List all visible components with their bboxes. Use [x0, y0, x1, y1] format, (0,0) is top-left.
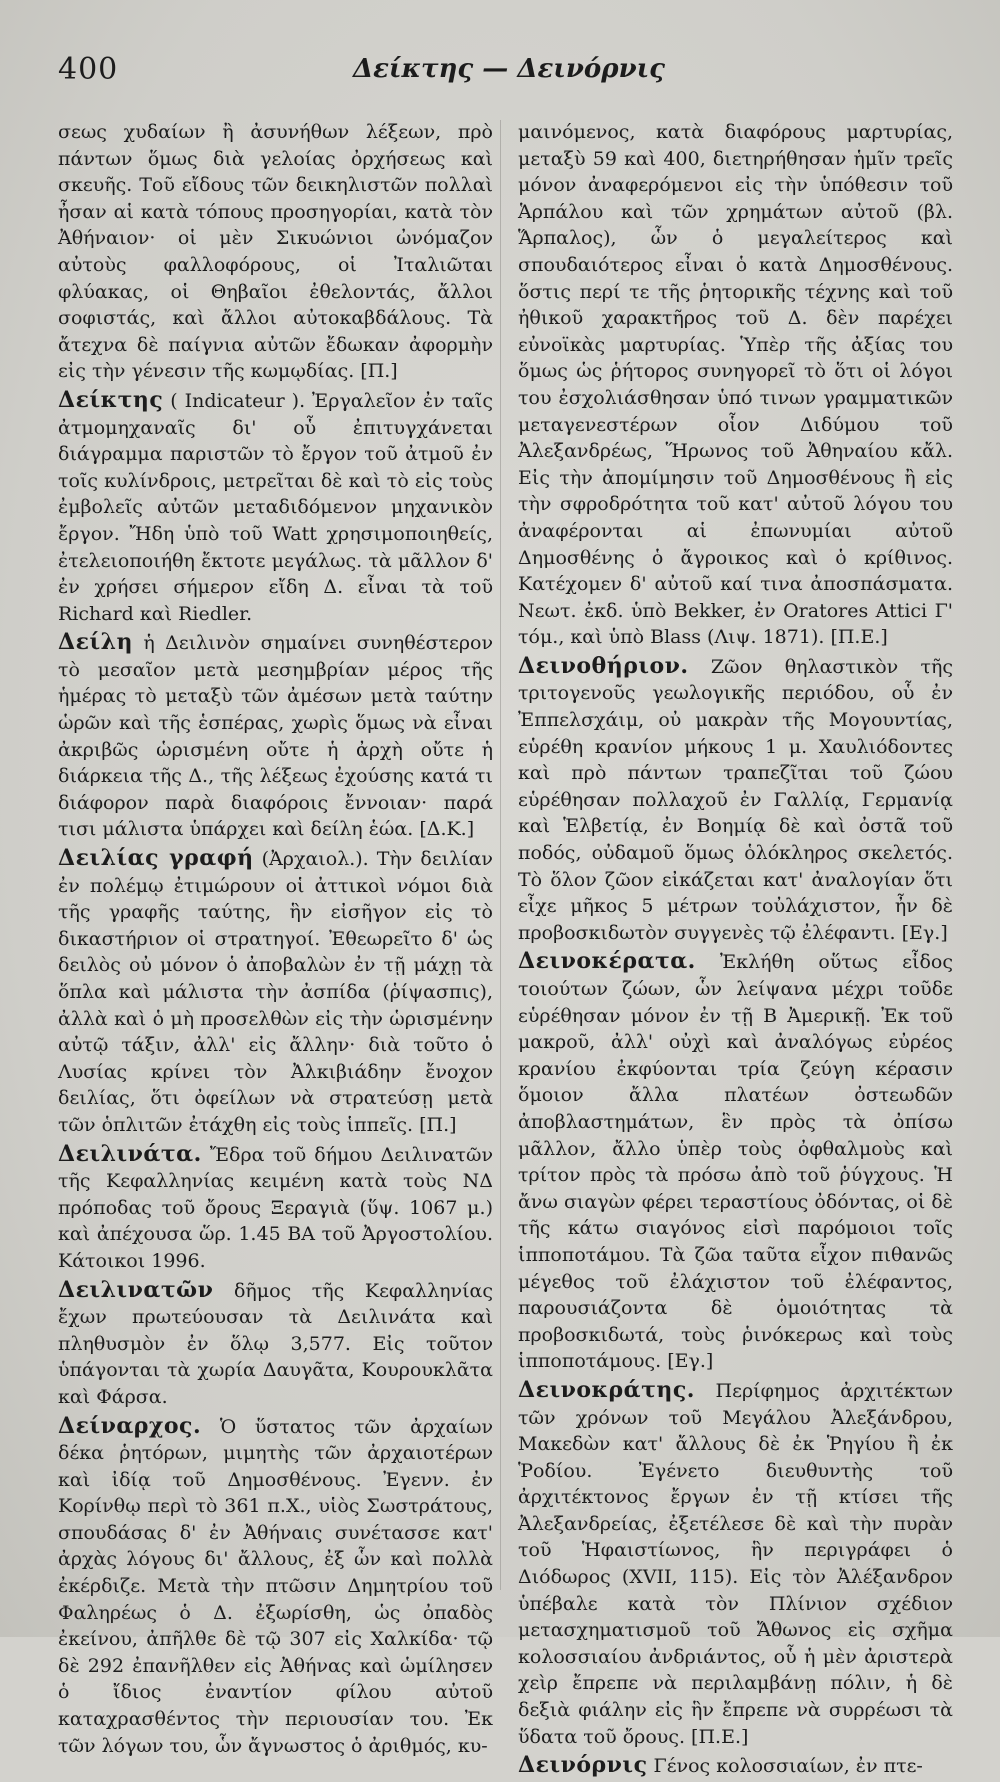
headword: Δεινοκράτης. — [518, 1376, 695, 1403]
headword: Δειλίας γραφή — [58, 845, 254, 872]
headword: Δείκτης — [58, 386, 164, 413]
entry — [58, 1413, 493, 1760]
entry-text: Ἐκλήθη οὕτως εἶδος τοιούτων ζώων, ὧν λείψανα μέχρι τοῦδε εὑρέθησαν μόνον ἐν τῇ Β Ἀμερικῇ. Ἐκ τοῦ μακροῦ, ἀλλ' οὐχὶ καὶ ἀναλόγως εὐρέος κρανίου ἐκφύονται τρία ζεύγη κέρασιν ὅμοιον ἄλλα πλατέων ὀστεωδῶν ἀποβλαστημάτων, ἓν πρὸς τὰ ὀπίσω μᾶλλον, ἄλλο ὑπὲρ τοὺς ὀφθαλμοὺς καὶ τρίτον πρὸς τὰ πρόσω ἀπὸ τοῦ ῥύγχους. Ἡ ἄνω σιαγὼν φέρει τεραστίους ὀδόντας, οἱ δὲ τῆς κάτω σιαγόνος εἰσὶ παρόμοιοι τοῖς ἱπποποτάμου. Τὰ ζῶα ταῦτα εἶχον πιθανῶς μέγεθος τοῦ ἐλάχιστον τοῦ ἐλέφαντος, παρουσιάζοντα δὲ ὁμοιότητας τὰ προβοσκιδωτά, τοὺς ῥινόκερως καὶ τοὺς ἱπποποτάμους. [Εγ.] — [518, 951, 953, 1373]
entry — [518, 1377, 953, 1750]
running-title: Δείκτης — Δεινόρνις — [352, 54, 666, 84]
left-column — [58, 118, 493, 1761]
page-number: 400 — [58, 52, 119, 87]
headword: Δείναρχος. — [58, 1412, 202, 1439]
entry-text: ἡ Δειλινὸν σημαίνει συνηθέστερον τὸ μεσαῖον μετὰ μεσημβρίαν μέρος τῆς ἡμέρας τὸ μεταξὺ τῶν ἀμέσων μετὰ ταύτην ὡρῶν καὶ τῆς ἑσπέρας, χωρὶς ὅμως νὰ εἶναι ἀκριβῶς ὡρισμένη οὔτε ἡ ἀρχὴ οὔτε ἡ διάρκεια τῆς Δ., τῆς λέξεως ἐχούσης κατά τι διάφορον παρὰ διαφόροις ἔννοιαν· παρά τισι μάλιστα ὑπάρχει καὶ δείλη ἑώα. [Δ.Κ.] — [58, 632, 494, 841]
entry — [58, 118, 493, 385]
entry-text: Ζῶον θηλαστικὸν τῆς τριτογενοῦς γεωλογικῆς περιόδου, οὗ ἐν Ἐππελσχάιμ, οὐ μακρὰν τῆς Μογουντίας, εὑρέθη κρανίον μήκους 1 μ. Χαυλιόδοντες καὶ πρὸ πάντων τραπεζῖται τοῦ ζώου εὑρέθησαν πολλαχοῦ ἐν Γαλλίᾳ, Γερμανίᾳ καὶ Ἑλβετίᾳ, ἐν Βοημίᾳ δὲ καὶ ὀστᾶ τοῦ ποδός, οὐδαμοῦ ὅμως ὁλόκληρος σκελετός. Τὸ ὅλον ζῶον εἰκάζεται κατ' ἀναλογίαν ὅτι εἶχε μῆκος 5 μέτρων τοὐλάχιστον, ἦν δὲ προβοσκιδωτὸν συγγενὲς τῷ ἐλέφαντι. [Εγ.] — [518, 655, 953, 944]
page-header — [58, 52, 960, 92]
entry — [58, 1277, 493, 1411]
entry-text: ( Indicateur ). Ἐργαλεῖον ἐν ταῖς ἀτμομηχαναῖς δι' οὗ ἐπιτυγχάνεται διάγραμμα παριστῶν τὸ ἔργον τοῦ ἀτμοῦ ἐν τοῖς κυλίνδροις, μετρεῖται δὲ καὶ τὸ εἰς τοὺς ἐμβολεῖς αὐτῶν μεταδιδόμενον μηχανικὸν ἔργον. Ἤδη ὑπὸ τοῦ Watt χρησιμοποιηθείς, ἐτελειοποιήθη ἔκτοτε μεγάλως. τὰ μᾶλλον δ' ἐν χρήσει σήμερον εἴδη Δ. εἶναι τὰ τοῦ Richard καὶ Riedler. — [58, 389, 494, 625]
entry-text: Ὁ ὕστατος τῶν ἀρχαίων δέκα ῥητόρων, μιμητὴς τῶν ἀρχαιοτέρων καὶ ἰδίᾳ τοῦ Δημοσθένους. Ἐγενν. ἐν Κορίνθῳ περὶ τὸ 361 π.Χ., υἱὸς Σωστράτους, σπουδάσας δ' ἐν Ἀθήναις συνέτασσε κατ' ἀρχὰς λόγους δι' ἄλλους, ἐξ ὧν καὶ πολλὰ ἐκέρδιζε. Μετὰ τὴν πτῶσιν Δημητρίου τοῦ Φαληρέως ὁ Δ. ἐξωρίσθη, ὡς ὀπαδὸς ἐκείνου, ἀπῆλθε δὲ τῷ 307 εἰς Χαλκίδα· τῷ δὲ 292 ἐπανῆλθεν εἰς Ἀθήνας καὶ ὡμίλησεν ὁ ἴδιος ἐναντίον φίλου αὐτοῦ καταχρασθέντος τὴν περιουσίαν του. Ἐκ τῶν λόγων του, ὧν ἄγνωστος ὁ ἀριθμός, κυ- — [58, 1415, 494, 1757]
entry-text: μαινόμενος, κατὰ διαφόρους μαρτυρίας, μεταξὺ 59 καὶ 400, διετηρήθησαν ἡμῖν τρεῖς μόνον ἀναφερόμενοι εἰς τὴν ὑπόθεσιν τοῦ Ἁρπάλου καὶ τῶν χρημάτων αὐτοῦ (βλ. Ἅρπαλος), ὧν ὁ μεγαλείτερος καὶ σπουδαιότερος εἶναι ὁ κατὰ Δημοσθένους. ὅστις περί τε τῆς ῥητορικῆς τέχνης καὶ τοῦ ἠθικοῦ χαρακτῆρος τοῦ Δ. δὲν παρέχει εὐνοϊκὰς μαρτυρίας. Ὑπὲρ τῆς ἀξίας του ὅμως ὡς ῥήτορος συνηγορεῖ τὸ ὅτι οἱ λόγοι του ἐσχολιάσθησαν ὑπό τινων γραμματικῶν μεταγενεστέρων οἷον Διδύμου τοῦ Ἀλεξανδρέως, Ἥρωνος τοῦ Ἀθηναίου κἄλ. Εἰς τὴν ἀπομίμησιν τοῦ Δημοσθένους ἢ εἰς τὴν σφροδρότητα τοῦ κατ' αὐτοῦ λόγου του ἀναφέρονται αἱ ἐπωνυμίαι αὐτοῦ Δημοσθένης ὁ ἄγροικος καὶ ὁ κρίθινος. Κατέχομεν δ' αὐτοῦ καί τινα ἀποσπάσματα. Νεωτ. ἐκδ. ὑπὸ Bekker, ἐν Oratores Attici Γ' τόμ., καὶ ὑπὸ Blass (Λιψ. 1871). [Π.Ε.] — [518, 121, 953, 649]
headword: Δειλινατῶν — [58, 1276, 214, 1303]
entry — [58, 1141, 493, 1275]
entry-text: δῆμος τῆς Κεφαλληνίας ἔχων πρωτεύουσαν τὰ Δειλινάτα καὶ πληθυσμὸν ἐν ὅλῳ 3,577. Εἰς τοῦτον ὑπάγονται τὰ χωρία Δαυγᾶτα, Κουρουκλᾶτα καὶ Φάρσα. — [58, 1279, 493, 1408]
entry — [518, 118, 953, 651]
headword: Δεινόρνις — [518, 1752, 648, 1779]
entry-text: Γένος κολοσσιαίων, ἐν πτε- — [653, 1755, 923, 1778]
headword: Δειλινάτα. — [58, 1140, 202, 1167]
headword: Δεινοθήριον. — [518, 652, 689, 679]
entry — [58, 629, 493, 843]
entry — [58, 387, 493, 627]
entry-text: σεως χυδαίων ἢ ἀσυνήθων λέξεων, πρὸ πάντων ὅμως διὰ γελοίας ὀρχήσεως καὶ σκευῆς. Τοῦ εἴδους τῶν δεικηλιστῶν πολλαὶ ἦσαν αἱ κατὰ τόπους προσηγορίαι, κατὰ τὸν Ἀθήναιον· οἱ μὲν Σικυώνιοι ὠνόμαζον αὐτοὺς φαλλοφόρους, οἱ Ἰταλιῶται φλύακας, οἱ Θηβαῖοι ἐθελοντάς, ἄλλοι σοφιστάς, καὶ ἄλλοι αὐτοκαβδάλους. Τὰ ἄτεχνα δὲ παίγνια αὐτῶν ἔδωκαν ἀφορμὴν εἰς τὴν γένεσιν τῆς κωμῳδίας. [Π.] — [58, 121, 493, 383]
entry — [58, 845, 493, 1139]
column-divider — [500, 120, 501, 1590]
entry — [518, 948, 953, 1375]
entry — [518, 1752, 953, 1780]
right-column — [518, 118, 953, 1782]
entry-text: (Ἀρχαιολ.). Τὴν δειλίαν ἐν πολέμῳ ἐτιμώρουν οἱ ἀττικοὶ νόμοι διὰ τῆς γραφῆς ταύτης, ἣν εἰσῆγον εἰς τὸ δικαστήριον οἱ στρατηγοί. Ἐθεωρεῖτο δ' ὡς δειλὸς οὐ μόνον ὁ ἀποβαλὼν ἐν τῇ μάχῃ τὰ ὅπλα καὶ μάλιστα τὴν ἀσπίδα (ῥίψασπις), ἀλλὰ καὶ ὁ μὴ προσελθὼν εἰς τὴν ὡρισμένην αὐτῷ τάξιν, ἀλλ' εἰς ἄλλην· διὰ τοῦτο ὁ Λυσίας κρίνει τὸν Ἀλκιβιάδην ἔνοχον δειλίας, ὅτι ὀφείλων νὰ στρατεύσῃ μετὰ τῶν ὁπλιτῶν ἐτάχθη εἰς τοὺς ἱππεῖς. [Π.] — [58, 848, 493, 1136]
entry — [518, 653, 953, 947]
entry-text: Περίφημος ἀρχιτέκτων τῶν χρόνων τοῦ Μεγάλου Ἀλεξάνδρου, Μακεδὼν κατ' ἄλλους δὲ ἐκ Ῥηγίου ἢ ἐκ Ῥοδίου. Ἐγένετο διευθυντὴς τοῦ ἀρχιτέκτονος ἔργων ἐν τῇ κτίσει τῆς Ἀλεξανδρείας, ἐξετέλεσε δὲ καὶ τὴν πυρὰν τοῦ Ἡφαιστίωνος, ἣν περιγράφει ὁ Διόδωρος (XVII, 115). Εἰς τὸν Ἀλέξανδρον ὑπέβαλε κατὰ τὸν Πλίνιον σχέδιον μετασχηματισμοῦ τοῦ Ἄθωνος εἰς σχῆμα κολοσσιαίου ἀνδριάντος, οὗ ἡ μὲν ἀριστερὰ χεὶρ ἔπρεπε νὰ περιλαμβάνῃ πόλιν, ἡ δὲ δεξιὰ φιάλην εἰς ἣν ἔπρεπε νὰ συρρέωσι τὰ ὕδατα τοῦ ὄρους. [Π.Ε.] — [518, 1379, 954, 1748]
headword: Δεινοκέρατα. — [518, 948, 696, 975]
entry-text: Ἔδρα τοῦ δήμου Δειλινατῶν τῆς Κεφαλληνίας κειμένη κατὰ τοὺς ΝΔ πρόποδας τοῦ ὄρους Ξεραγιὰ (ὕψ. 1067 μ.) καὶ ἀπέχουσα ὥρ. 1.45 ΒΑ τοῦ Ἀργοστολίου. Κάτοικοι 1996. — [58, 1143, 493, 1272]
headword: Δείλη — [58, 629, 134, 656]
